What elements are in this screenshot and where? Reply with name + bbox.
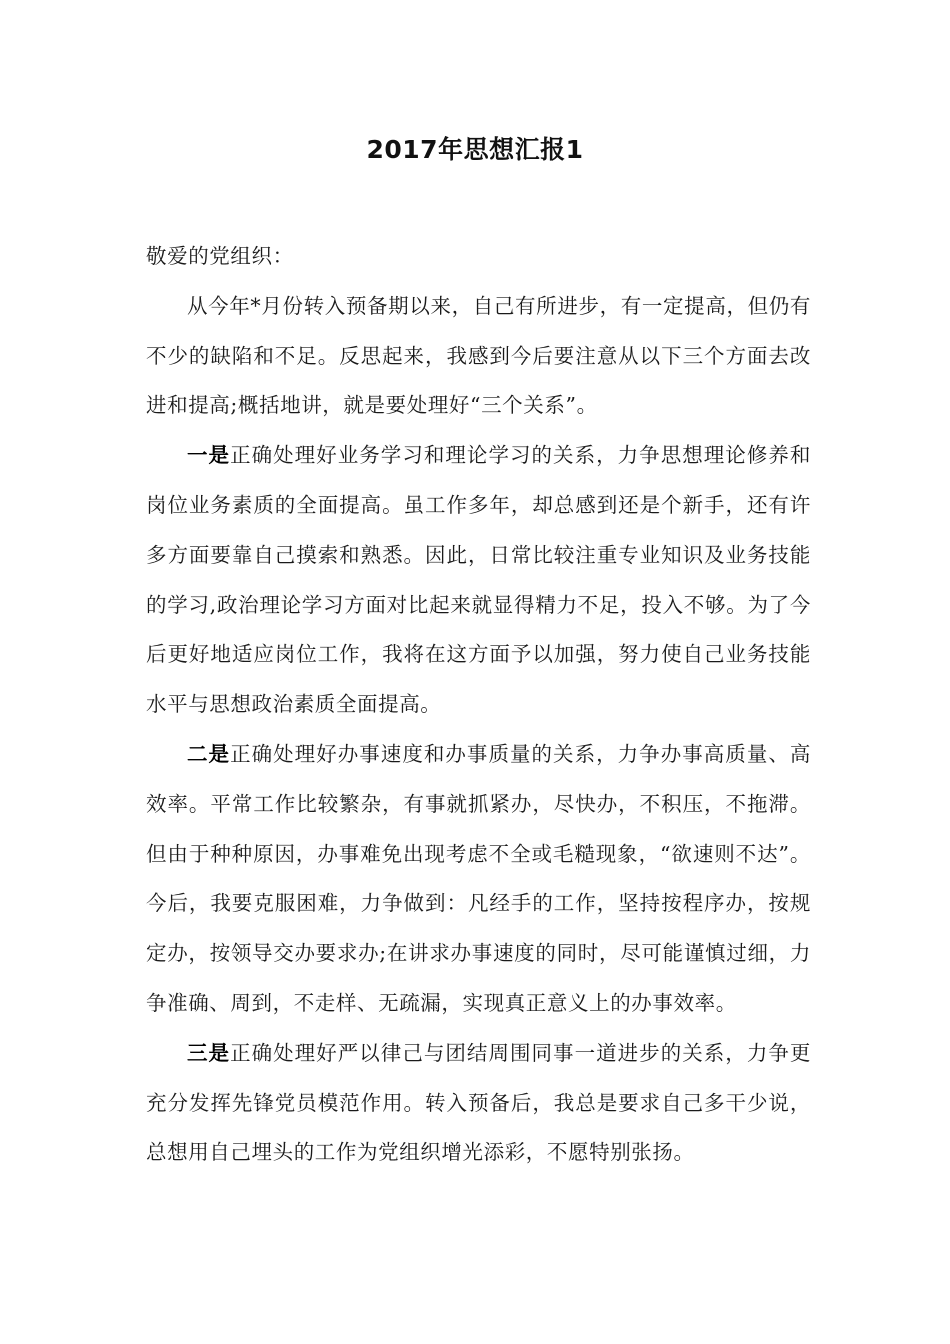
paragraph-lead: 三是 bbox=[187, 1040, 231, 1065]
paragraph-text: 正确处理好严以律己与团结周围同事一道进步的关系，力争更充分发挥先锋党员模范作用。转入预备后，我总是要求自己多干少说，总想用自己埋头的工作为党组织增光添彩，不愿特别张扬。 bbox=[146, 1040, 812, 1165]
document-title: 2017年思想汇报1 bbox=[366, 135, 584, 164]
document-body bbox=[146, 232, 811, 1178]
paragraph-text: 正确处理好办事速度和办事质量的关系，力争办事高质量、高效率。平常工作比较繁杂，有事就抓紧办，尽快办，不积压，不拖滞。但由于种种原因，办事难免出现考虑不全或毛糙现象，“欲速则不达”。今后，我要克服困难，力争做到：凡经手的工作，坚持按程序办，按规定办，按领导交办要求办;在讲求办事速度的同时，尽可能谨慎过细，力争准确、周到，不走样、无疏漏，实现真正意义上的办事效率。 bbox=[146, 741, 812, 1015]
paragraph-text: 正确处理好业务学习和理论学习的关系，力争思想理论修养和岗位业务素质的全面提高。虽工作多年，却总感到还是个新手，还有许多方面要靠自己摸索和熟悉。因此，日常比较注重专业知识及业务技能的学习,政治理论学习方面对比起来就显得精力不足，投入不够。为了今后更好地适应岗位工作，我将在这方面予以加强，努力使自己业务技能水平与思想政治素质全面提高。 bbox=[146, 443, 812, 717]
paragraph-point-two bbox=[146, 730, 811, 1029]
paragraph-intro bbox=[146, 282, 811, 431]
paragraph-point-one bbox=[146, 431, 811, 730]
paragraph-text: 从今年*月份转入预备期以来，自己有所进步，有一定提高，但仍有不少的缺陷和不足。反思起来，我感到今后要注意从以下三个方面去改进和提高;概括地讲，就是要处理好“三个关系”。 bbox=[146, 293, 811, 418]
salutation: 敬爱的党组织： bbox=[146, 244, 294, 268]
paragraph-lead: 一是 bbox=[187, 443, 231, 468]
paragraph-lead: 二是 bbox=[187, 741, 231, 766]
paragraph-point-three bbox=[146, 1029, 811, 1178]
